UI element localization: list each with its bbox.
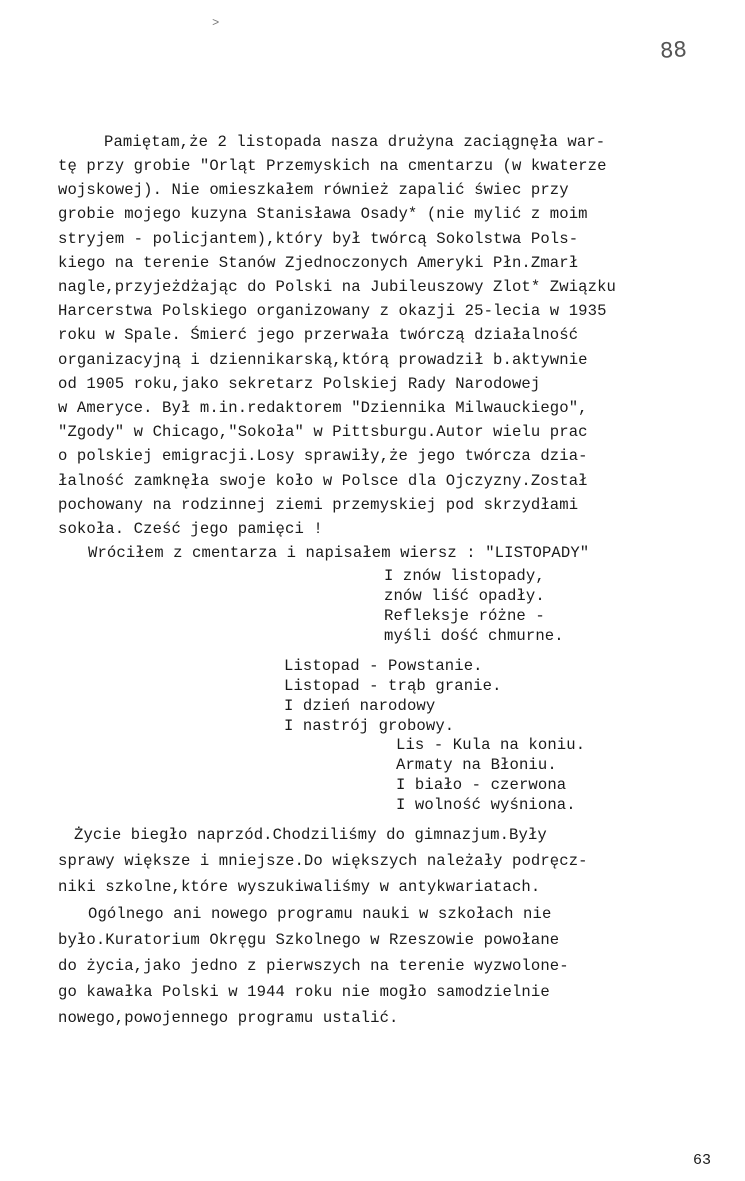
text-line: w Ameryce. Był m.in.redaktorem "Dziennika Milwauckiego",	[58, 399, 588, 417]
text-line: sokoła. Cześć jego pamięci !	[58, 520, 323, 538]
poem-line: I znów listopady,	[384, 567, 545, 585]
text-line: tę przy grobie "Orląt Przemyskich na cmentarzu (w kwaterze	[58, 157, 607, 175]
text-line: Ogólnego ani nowego programu nauki w szkołach nie	[88, 905, 552, 923]
text-line: Wróciłem z cmentarza i napisałem wiersz : "LISTOPADY"	[88, 544, 590, 562]
poem-line: znów liść opadły.	[384, 587, 545, 605]
text-line: nowego,powojennego programu ustalić.	[58, 1009, 399, 1027]
text-line: organizacyjną i dziennikarską,którą prowadził b.aktywnie	[58, 351, 588, 369]
poem-line: I nastrój grobowy.	[284, 717, 455, 735]
poem-line: I biało - czerwona	[396, 776, 567, 794]
text-line: od 1905 roku,jako sekretarz Polskiej Rady Narodowej	[58, 375, 541, 393]
page-number: 63	[693, 1152, 712, 1169]
scan-speck: ˃	[212, 16, 220, 30]
text-line: Harcerstwa Polskiego organizowany z okazji 25-lecia w 1935	[58, 302, 607, 320]
poem-line: Lis - Kula na koniu.	[396, 736, 586, 754]
text-line: roku w Spale. Śmierć jego przerwała twórczą działalność	[58, 326, 579, 344]
text-line: kiego na terenie Stanów Zjednoczonych Ameryki Płn.Zmarł	[58, 254, 579, 272]
poem-line: Armaty na Błoniu.	[396, 756, 557, 774]
text-line: o polskiej emigracji.Losy sprawiły,że jego twórcza dzia-	[58, 447, 588, 465]
text-line: go kawałka Polski w 1944 roku nie mogło samodzielnie	[58, 983, 550, 1001]
poem-line: Refleksje różne -	[384, 607, 545, 625]
text-line: było.Kuratorium Okręgu Szkolnego w Rzeszowie powołane	[58, 931, 560, 949]
text-line: niki szkolne,które wyszukiwaliśmy w antykwariatach.	[58, 878, 541, 896]
poem-line: Listopad - trąb granie.	[284, 677, 502, 695]
poem-line: I dzień narodowy	[284, 697, 436, 715]
text-line: Pamiętam,że 2 listopada nasza drużyna zaciągnęła war-	[104, 133, 606, 151]
text-line: wojskowej). Nie omieszkałem również zapalić świec przy	[58, 181, 569, 199]
text-line: nagle,przyjeżdżając do Polski na Jubileuszowy Zlot* Związku	[58, 278, 617, 296]
text-line: sprawy większe i mniejsze.Do większych należały podręcz-	[58, 852, 588, 870]
poem-line: myśli dość chmurne.	[384, 627, 564, 645]
text-line: Życie biegło naprzód.Chodziliśmy do gimnazjum.Były	[74, 826, 547, 844]
text-line: grobie mojego kuzyna Stanisława Osady* (nie mylić z moim	[58, 205, 588, 223]
poem-line: Listopad - Powstanie.	[284, 657, 483, 675]
text-line: stryjem - policjantem),który był twórcą Sokolstwa Pols-	[58, 230, 579, 248]
handwritten-page-number: 88	[659, 37, 688, 63]
text-line: łalność zamknęła swoje koło w Polsce dla Ojczyzny.Został	[58, 472, 588, 490]
text-line: do życia,jako jedno z pierwszych na terenie wyzwolone-	[58, 957, 569, 975]
text-line: pochowany na rodzinnej ziemi przemyskiej pod skrzydłami	[58, 496, 579, 514]
poem-line: I wolność wyśniona.	[396, 796, 576, 814]
text-line: "Zgody" w Chicago,"Sokoła" w Pittsburgu.Autor wielu prac	[58, 423, 588, 441]
